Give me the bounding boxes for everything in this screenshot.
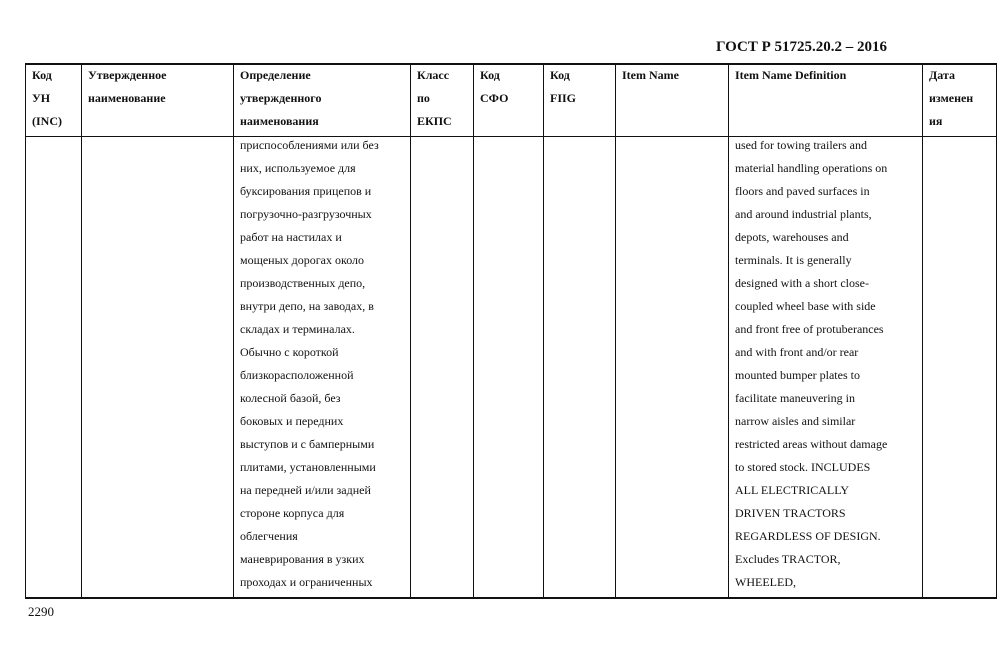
cell-item-name-definition-line: narrow aisles and similar <box>735 413 856 428</box>
cell-approved-name-definition-line: плитами, установленными <box>240 459 376 474</box>
cell-approved-name-definition-line: выступов и с бамперными <box>240 436 375 451</box>
cell-sfo-code <box>474 136 544 598</box>
column-header-approved-name-definition <box>234 64 411 136</box>
cell-item-name-definition <box>729 136 923 598</box>
cell-approved-name-definition-line: на передней и/или задней <box>240 482 371 497</box>
column-header-item-name-line: Item Name <box>622 68 679 82</box>
cell-item-name-definition-line: restricted areas without damage <box>735 436 888 451</box>
cell-item-name-definition-line: and around industrial plants, <box>735 206 872 221</box>
column-header-sfo-code-line: СФО <box>480 91 509 105</box>
item-name-table <box>25 63 997 599</box>
cell-approved-name-definition-line: боковых и передних <box>240 413 344 428</box>
cell-item-name-definition-line: coupled wheel base with side <box>735 298 876 313</box>
cell-item-name-definition-line: Excludes TRACTOR, <box>735 551 841 566</box>
cell-approved-name-definition-line: производственных депо, <box>240 275 366 290</box>
cell-inc-code <box>26 136 82 598</box>
cell-approved-name-definition-line: облегчения <box>240 528 298 543</box>
cell-approved-name-definition <box>234 136 411 598</box>
cell-approved-name-definition-line: близкорасположенной <box>240 367 354 382</box>
column-header-fiig-code-line: Код <box>550 68 570 82</box>
cell-item-name-definition-line: and with front and/or rear <box>735 344 859 359</box>
cell-approved-name-definition-line: маневрирования в узких <box>240 551 365 566</box>
cell-item-name-definition-line: terminals. It is generally <box>735 252 852 267</box>
cell-approved-name <box>82 136 234 598</box>
cell-approved-name-definition-line: приспособлениями или без <box>240 137 379 152</box>
column-header-fiig-code-line: FIIG <box>550 91 577 105</box>
cell-fiig-code <box>544 136 616 598</box>
column-header-approved-name-line: Утвержденное <box>88 68 167 82</box>
cell-item-name-definition-line: ALL ELECTRICALLY <box>735 482 849 497</box>
table-header <box>26 64 997 136</box>
cell-approved-name-definition-line: погрузочно-разгрузочных <box>240 206 372 221</box>
cell-change-date <box>923 136 997 598</box>
cell-item-name-definition-line: DRIVEN TRACTORS <box>735 505 846 520</box>
column-header-ekps-class-line: Класс <box>417 68 450 82</box>
column-header-ekps-class <box>411 64 474 136</box>
cell-approved-name-definition-line: складах и терминалах. <box>240 321 355 336</box>
cell-item-name-definition-line: floors and paved surfaces in <box>735 183 870 198</box>
column-header-approved-name <box>82 64 234 136</box>
cell-item-name-definition-line: designed with a short close- <box>735 275 869 290</box>
column-header-change-date-line: ия <box>929 114 943 128</box>
cell-item-name-definition-line: used for towing trailers and <box>735 137 867 152</box>
table-row <box>26 136 997 598</box>
standard-designation: ГОСТ Р 51725.20.2 – 2016 <box>715 39 887 55</box>
column-header-ekps-class-line: ЕКПС <box>417 114 452 128</box>
cell-approved-name-definition-line: мощеных дорогах около <box>240 252 365 267</box>
column-header-approved-name-line: наименование <box>88 91 166 105</box>
column-header-sfo-code-line: Код <box>480 68 500 82</box>
column-header-approved-name-definition-line: утвержденного <box>240 91 322 105</box>
column-header-inc-code-line: (INC) <box>32 114 62 128</box>
column-header-item-name-definition-line: Item Name Definition <box>735 68 847 82</box>
table-body <box>26 136 997 598</box>
cell-item-name-definition-line: REGARDLESS OF DESIGN. <box>735 528 881 543</box>
column-header-fiig-code <box>544 64 616 136</box>
cell-item-name-definition-line: WHEELED, <box>735 574 796 589</box>
cell-approved-name-definition-line: проходах и ограниченных <box>240 574 373 589</box>
column-header-change-date <box>923 64 997 136</box>
column-header-inc-code <box>26 64 82 136</box>
column-header-ekps-class-line: по <box>417 91 430 105</box>
column-header-inc-code-line: Код <box>32 68 52 82</box>
table-header-row <box>26 64 997 136</box>
cell-approved-name-definition-line: колесной базой, без <box>240 390 341 405</box>
column-header-item-name-definition <box>729 64 923 136</box>
page-number: 2290 <box>28 604 54 619</box>
cell-approved-name-definition-line: Обычно с короткой <box>240 344 339 359</box>
cell-item-name <box>616 136 729 598</box>
cell-item-name-definition-line: and front free of protuberances <box>735 321 884 336</box>
cell-item-name-definition-line: depots, warehouses and <box>735 229 849 244</box>
column-header-approved-name-definition-line: наименования <box>240 114 319 128</box>
cell-item-name-definition-line: mounted bumper plates to <box>735 367 860 382</box>
cell-approved-name-definition-line: работ на настилах и <box>240 229 342 244</box>
column-header-change-date-line: изменен <box>929 91 974 105</box>
cell-approved-name-definition-line: буксирования прицепов и <box>240 183 372 198</box>
cell-item-name-definition-line: to stored stock. INCLUDES <box>735 459 871 474</box>
cell-ekps-class <box>411 136 474 598</box>
column-header-sfo-code <box>474 64 544 136</box>
column-header-inc-code-line: УН <box>32 91 51 105</box>
cell-approved-name-definition-line: них, используемое для <box>240 160 356 175</box>
column-header-item-name <box>616 64 729 136</box>
cell-approved-name-definition-line: стороне корпуса для <box>240 505 345 520</box>
column-header-change-date-line: Дата <box>929 68 955 82</box>
cell-approved-name-definition-line: внутри депо, на заводах, в <box>240 298 374 313</box>
column-header-approved-name-definition-line: Определение <box>240 68 311 82</box>
cell-item-name-definition-line: facilitate maneuvering in <box>735 390 855 405</box>
cell-item-name-definition-line: material handling operations on <box>735 160 888 175</box>
